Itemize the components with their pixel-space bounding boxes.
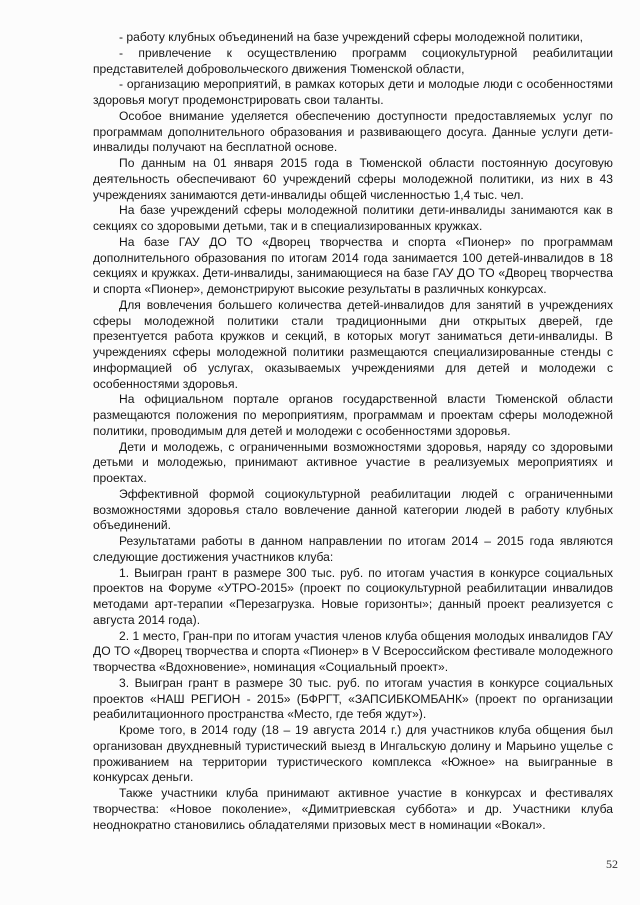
paragraph-pioneer: На базе ГАУ ДО ТО «Дворец творчества и спорта «Пионер» по программам дополнительного образования по итогам 2014 года занимается 100 детей-инвалидов в 18 секциях и кружках. Дети-инвалиды, занимающиеся на базе ГАУ ДО ТО «Дворец творчества и спорта «Пионер», демонстрируют высокие результаты в различных конкурсах. <box>93 234 613 296</box>
list-item-grant-300: 1. Выигран грант в размере 300 тыс. руб. по итогам участия в конкурсе социальных проектов на Форуме «УТРО-2015» (проект по социокультурной реабилитации инвалидов методами арт-терапии «Перезагрузка. Новые горизонты»; данный проект реализуется с августа 2014 года). <box>93 565 613 627</box>
paragraph-bullet-events: - организацию мероприятий, в рамках которых дети и молодые люди с особенностями здоровья могут продемонстрировать свои таланты. <box>93 77 613 107</box>
paragraph-bullet-clubs: - работу клубных объединений на базе учреждений сферы молодежной политики, <box>119 30 584 44</box>
paragraph-statistics: По данным на 01 января 2015 года в Тюменской области постоянную досуговую деятельность обеспечивают 60 учреждений сферы молодежной политики, из них в 43 учреждениях занимаются дети-инвалиды общей численностью 1,4 тыс. чел. <box>93 156 613 202</box>
paragraph-results-intro: Результатами работы в данном направлении по итогам 2014 – 2015 года являются следующие достижения участников клуба: <box>93 534 613 564</box>
paragraph-clubs-form: Эффективной формой социокультурной реабилитации людей с ограниченными возможностями здоровья стало вовлечение данной категории людей в работу клубных объединений. <box>93 486 613 533</box>
document-body <box>93 30 613 833</box>
paragraph-festivals: Также участники клуба принимают активное участие в конкурсах и фестивалях творчества: «Новое поколение», «Димитриевская суббота» и др. Участники клуба неоднократно становились обладателями призовых мест в номинации «Вокал». <box>93 786 613 832</box>
paragraph-bullet-volunteers: - привлечение к осуществлению программ социокультурной реабилитации представителей добровольческого движения Тюменской области, <box>93 45 613 76</box>
list-item-grant-30: 3. Выигран грант в размере 30 тыс. руб. по итогам участия в конкурсе социальных проектов «НАШ РЕГИОН - 2015» (БФРГТ, «ЗАПСИБКОМБАНК» (проект по организации реабилитационного пространства «Место, где тебя ждут»). <box>93 675 613 722</box>
paragraph-portal: На официальном портале органов государственной власти Тюменской области размещаются положения по мероприятиям, программам и проектам сферы молодежной политики, проводимым для детей и молодежи с особенностями здоровья. <box>93 392 613 438</box>
paragraph-sections: На базе учреждений сферы молодежной политики дети-инвалиды занимаются как в секциях со здоровыми детьми, так и в специализированных кружках. <box>93 203 613 233</box>
paragraph-open-days: Для вовлечения большего количества детей-инвалидов для занятий в учреждениях сферы молодежной политики стали традиционными дни открытых дверей, где презентуется работа кружков и секций, в которых могут заниматься дети-инвалиды. В учреждениях сферы молодежной политики размещаются специализированные стенды с информацией об услугах, оказываемых учреждениями для детей и молодежи с особенностями здоровья. <box>93 297 613 391</box>
page-number: 52 <box>606 857 618 871</box>
paragraph-participation: Дети и молодежь, с ограниченными возможностями здоровья, наряду со здоровыми детьми и молодежью, принимают активное участие в реализуемых мероприятиях и проектах. <box>93 439 613 485</box>
paragraph-accessibility: Особое внимание уделяется обеспечению доступности предоставляемых услуг по программам дополнительного образования и развивающего досуга. Данные услуги дети-инвалиды получают на бесплатной основе. <box>93 108 613 155</box>
paragraph-tourist-trip: Кроме того, в 2014 году (18 – 19 августа 2014 г.) для участников клуба общения был организован двухдневный туристический выезд в Ингальскую долину и Марьино ущелье с проживанием на территории туристического комплекса «Южное» на выигранные в конкурсах деньги. <box>93 723 613 785</box>
list-item-grand-prix: 2. 1 место, Гран-при по итогам участия членов клуба общения молодых инвалидов ГАУ ДО ТО «Дворец творчества и спорта «Пионер» в V Всероссийском фестивале молодежного творчества «Вдохновение», номинация «Социальный проект». <box>93 628 613 674</box>
